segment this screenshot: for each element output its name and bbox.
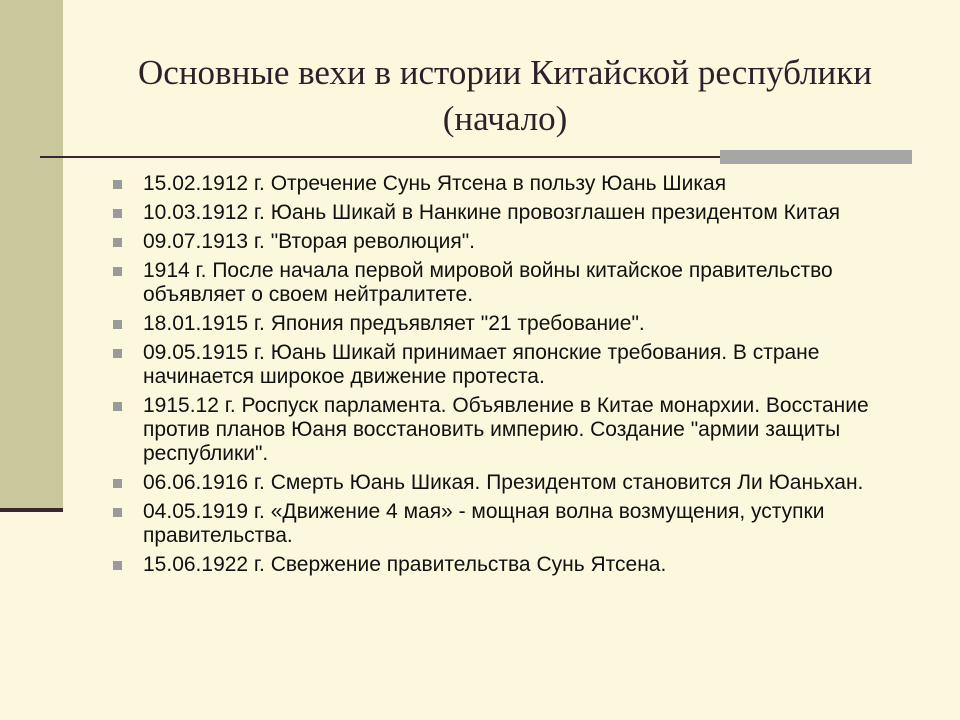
list-item (110, 312, 900, 336)
list-item (110, 341, 900, 389)
list-item-text: 09.05.1915 г. Юань Шикай принимает японские требования. В стране начинается широкое движение протеста. (143, 341, 820, 388)
list-item (110, 471, 900, 495)
square-bullet-icon (113, 238, 122, 247)
list-item-text: 15.06.1922 г. Свержение правительства Сунь Ятсена. (143, 553, 667, 576)
square-bullet-icon (113, 402, 122, 411)
square-bullet-icon (113, 320, 122, 329)
list-item (110, 500, 900, 548)
square-bullet-icon (113, 479, 122, 488)
title-line-2: (начало) (442, 99, 568, 138)
list-item-text: 10.03.1912 г. Юань Шикай в Нанкине провозглашен президентом Китая (143, 201, 840, 224)
side-band-divider (0, 508, 63, 512)
list-item (110, 394, 900, 466)
square-bullet-icon (113, 180, 122, 189)
square-bullet-icon (113, 508, 122, 517)
square-bullet-icon (113, 209, 122, 218)
square-bullet-icon (113, 561, 122, 570)
list-item-text: 09.07.1913 г. "Вторая революция". (143, 230, 476, 253)
slide-title (60, 50, 950, 142)
list-item-text: 18.01.1915 г. Япония предъявляет "21 требование". (143, 312, 645, 335)
list-item (110, 259, 900, 307)
list-item (110, 230, 900, 254)
list-item (110, 553, 900, 577)
left-side-band (0, 0, 63, 512)
list-item-text: 06.06.1916 г. Смерть Юань Шикая. Президентом становится Ли Юаньхан. (143, 471, 864, 494)
list-item-text: 1914 г. После начала первой мировой войны китайское правительство объявляет о своем нейтралитете. (143, 259, 833, 306)
list-item-text: 04.05.1919 г. «Движение 4 мая» - мощная волна возмущения, уступки правительства. (143, 500, 825, 547)
square-bullet-icon (113, 267, 122, 276)
title-accent-bar (720, 150, 912, 164)
list-item (110, 172, 900, 196)
list-item (110, 201, 900, 225)
list-item-text: 1915.12 г. Роспуск парламента. Объявление в Китае монархии. Восстание против планов Юаня восстановить империю. Создание "армии защиты республики". (143, 394, 869, 465)
list-item-text: 15.02.1912 г. Отречение Сунь Ятсена в пользу Юань Шикая (143, 172, 727, 195)
title-line-1: Основные вехи в истории Китайской республики (138, 53, 872, 92)
square-bullet-icon (113, 349, 122, 358)
milestone-list (110, 172, 900, 582)
